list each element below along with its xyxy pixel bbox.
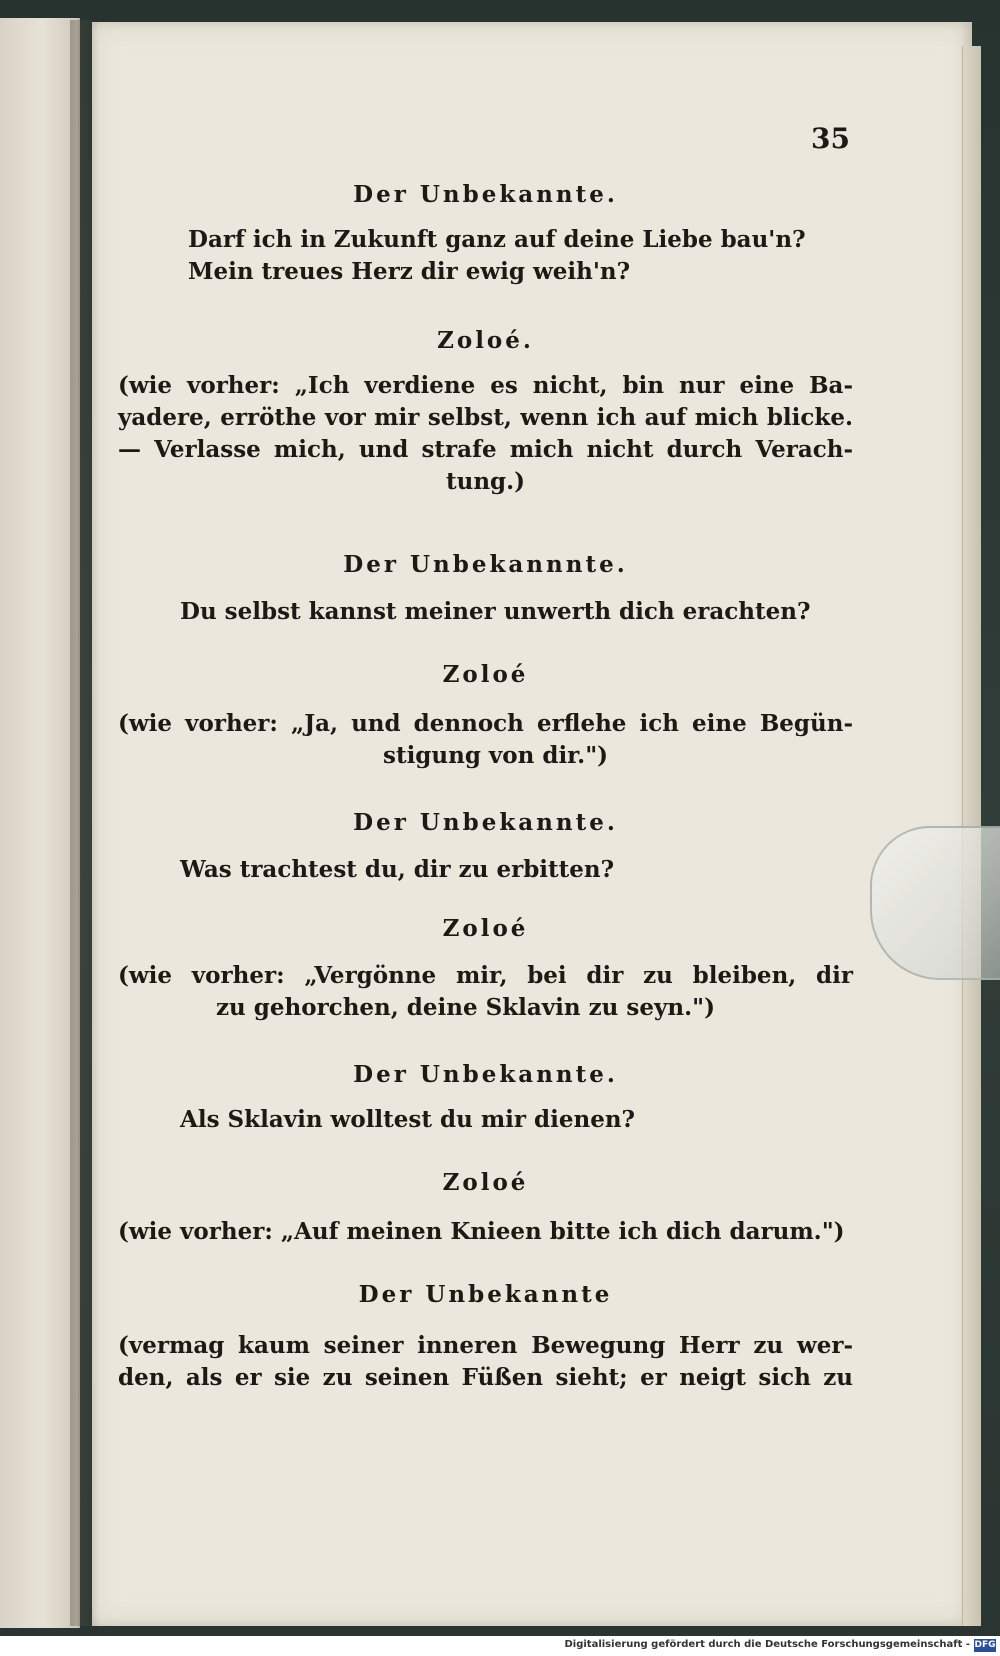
verse-line: Darf ich in Zukunft ganz auf deine Liebe bau'n? xyxy=(188,226,806,253)
dfg-logo: DFG xyxy=(974,1640,996,1650)
verse-line-group xyxy=(118,224,853,288)
verse-line-group xyxy=(118,1104,853,1136)
stage-line: (wie vorher: „Ja, und dennoch erflehe ich eine Begün- xyxy=(118,710,853,737)
gutter-shadow xyxy=(70,20,100,1626)
stage-line: (wie vorher: „Ich verdiene es nicht, bin nur eine Ba- xyxy=(118,372,853,399)
verse-line: Mein treues Herz dir ewig weih'n? xyxy=(188,258,631,285)
stage-line: — Verlasse mich, und strafe mich nicht durch Verach- xyxy=(118,436,853,463)
stage-line: (vermag kaum seiner inneren Bewegung Herr zu wer- xyxy=(118,1332,853,1359)
speaker-heading: Der Unbekannte xyxy=(358,1281,613,1308)
stage-direction xyxy=(118,960,853,1024)
stage-direction xyxy=(118,370,853,498)
verse-line: Was trachtest du, dir zu erbitten? xyxy=(180,856,615,883)
page-holder-clip xyxy=(870,826,1000,980)
speaker-heading: Der Unbekannte. xyxy=(353,181,618,208)
speaker-heading: Zoloé. xyxy=(437,327,534,354)
verse-line-group xyxy=(118,596,853,628)
page-number: 35 xyxy=(811,122,850,155)
stage-line: yadere, erröthe vor mir selbst, wenn ich auf mich blicke. xyxy=(118,404,853,431)
speaker-heading: Zoloé xyxy=(442,661,529,688)
speaker-heading: Zoloé xyxy=(442,1169,529,1196)
stage-direction xyxy=(118,1330,853,1394)
stage-direction xyxy=(118,1216,853,1248)
stage-direction xyxy=(118,708,853,772)
speaker-heading: Der Unbekannte. xyxy=(353,809,618,836)
verse-line: Als Sklavin wolltest du mir dienen? xyxy=(180,1106,636,1133)
funding-credit: Digitalisierung gefördert durch die Deutsche Forschungsgemeinschaft - xyxy=(564,1639,970,1650)
speaker-heading: Der Unbekannte. xyxy=(353,1061,618,1088)
stage-line: stigung von dir.") xyxy=(383,742,609,769)
stage-line: (wie vorher: „Vergönne mir, bei dir zu bleiben, dir xyxy=(118,962,853,989)
stage-line: den, als er sie zu seinen Füßen sieht; er neigt sich zu xyxy=(118,1364,853,1391)
verse-line-group xyxy=(118,854,853,886)
speaker-heading: Zoloé xyxy=(442,915,529,942)
speaker-heading: Der Unbekannnte. xyxy=(343,551,628,578)
stage-line: (wie vorher: „Auf meinen Knieen bitte ich dich darum.") xyxy=(118,1218,845,1245)
verse-line: Du selbst kannst meiner unwerth dich erachten? xyxy=(180,598,811,625)
stage-line: tung.) xyxy=(445,468,526,495)
facing-page-edge xyxy=(0,18,80,1628)
stage-line: zu gehorchen, deine Sklavin zu seyn.") xyxy=(216,994,715,1021)
